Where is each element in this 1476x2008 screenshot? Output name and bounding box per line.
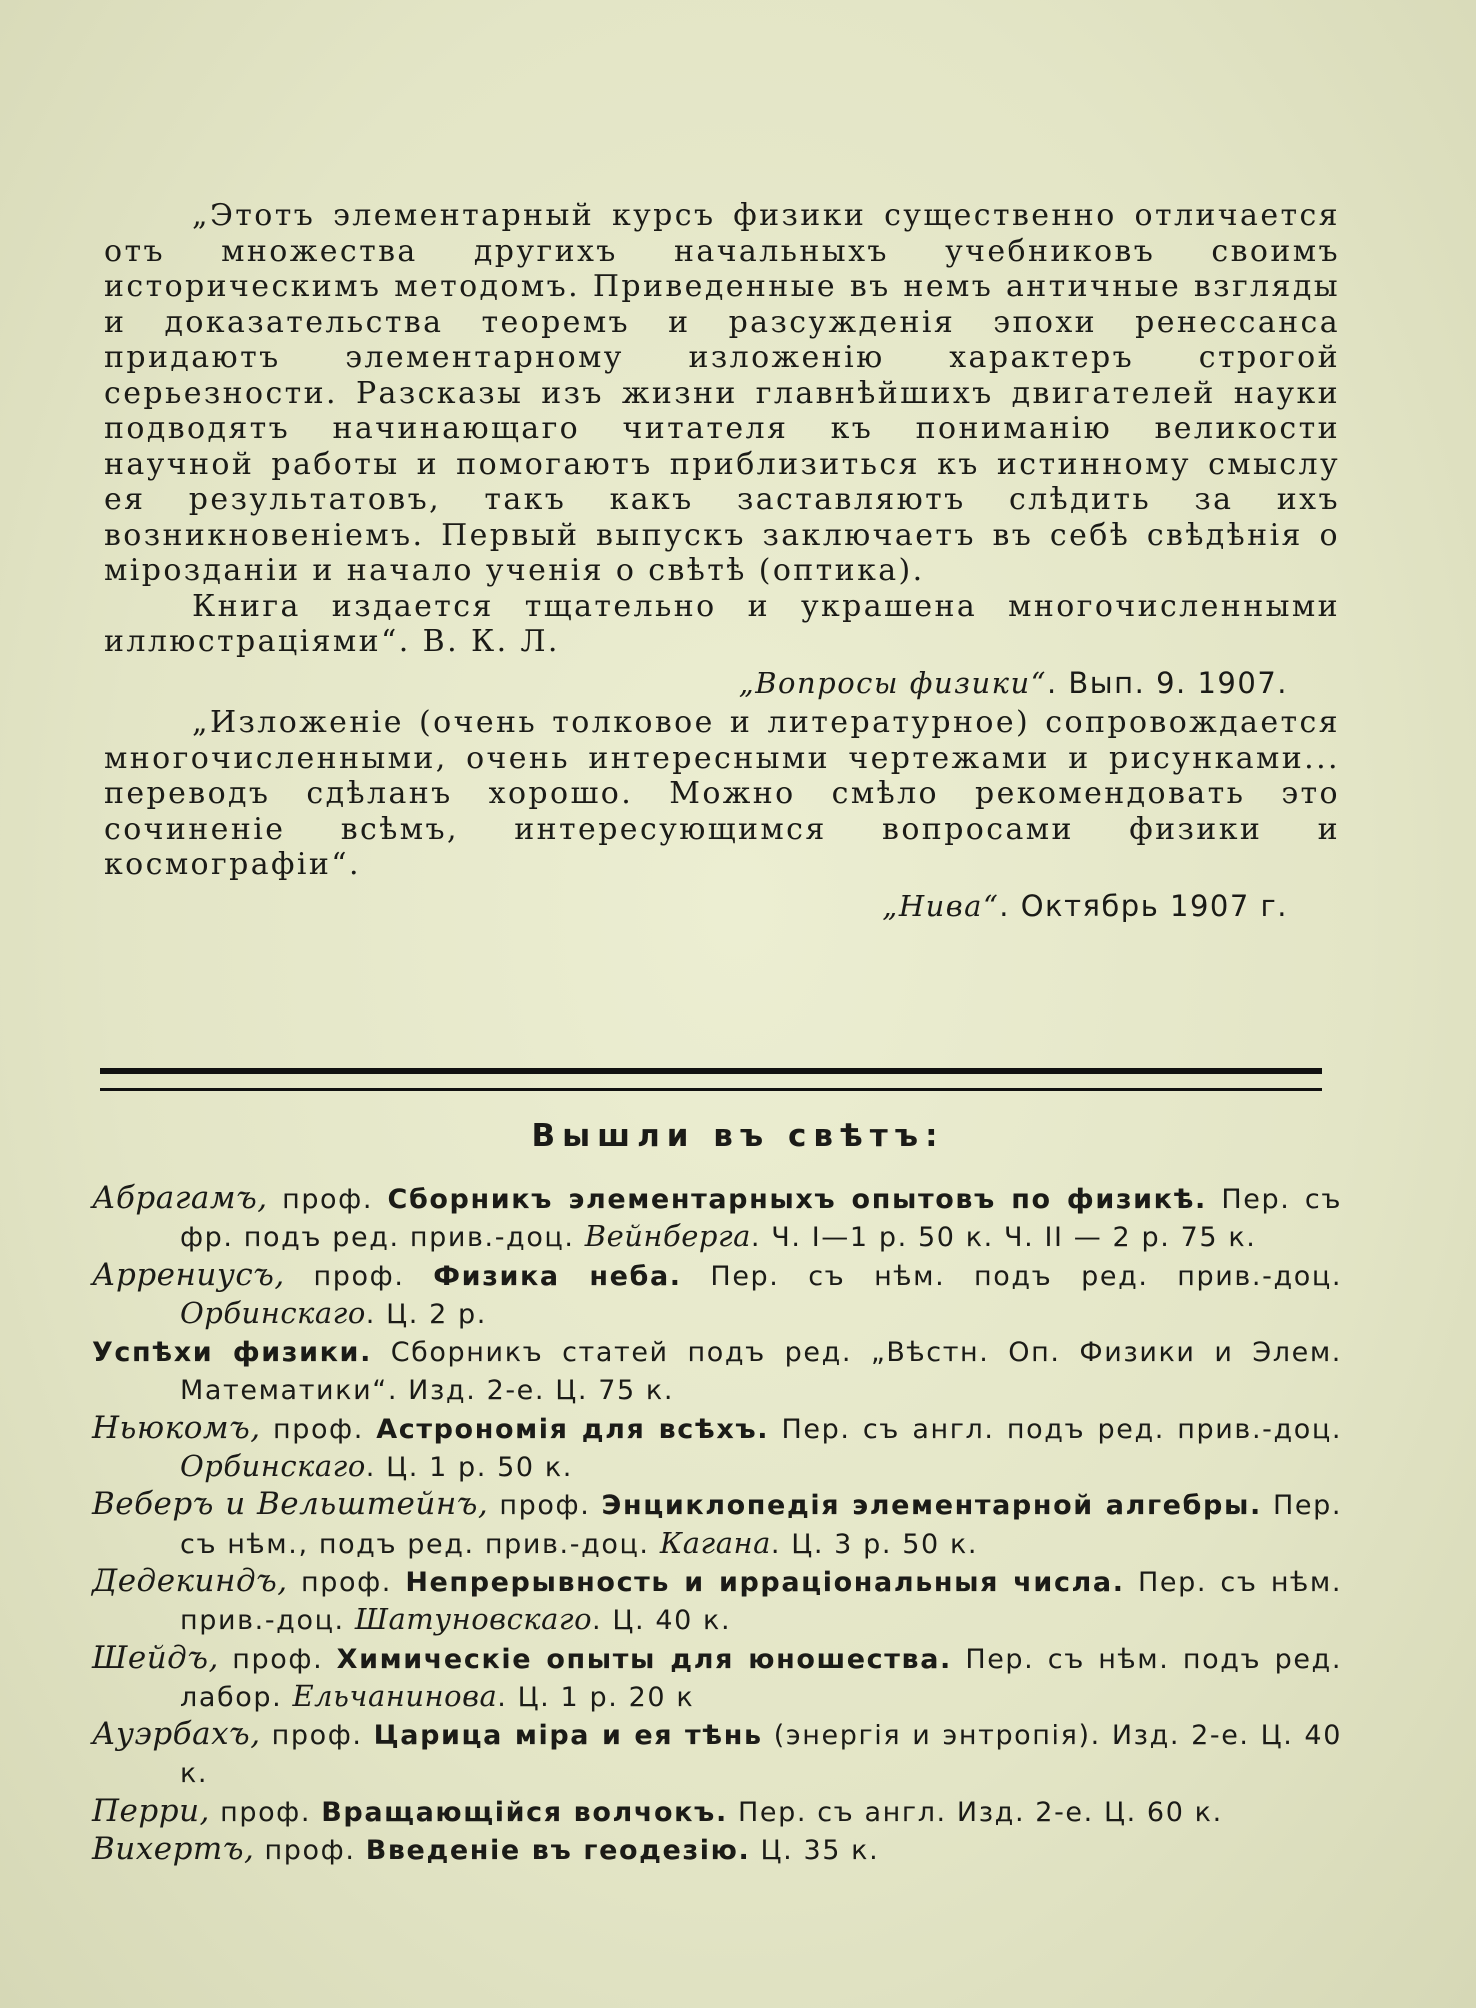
divider-thick	[100, 1068, 1322, 1074]
book-entry	[92, 1831, 1342, 1869]
book-entry	[92, 1793, 1342, 1831]
book-price: . Ц. 40 к.	[592, 1605, 732, 1637]
book-entry	[92, 1563, 1342, 1640]
book-details: Пер. съ нѣм. подъ ред. лабор.	[180, 1643, 1343, 1713]
review-paragraph: „Этотъ элементарный курсъ физики существенно отличается отъ множества другихъ начальныхъ учебниковъ своимъ историческимъ методомъ. Приведенные въ немъ античные взгляды и доказательства теоремъ и разсужденія эпохи ренессанса придаютъ элементарному изложенію характеръ строгой серьезности. Разсказы изъ жизни главнѣйшихъ двигателей науки подводятъ начинающаго читателя къ пониманію великости научной работы и помогаютъ приблизиться къ истинному смыслу ея результатовъ, такъ какъ заставляютъ слѣдить за ихъ возникновеніемъ. Первый выпускъ заключаетъ въ себѣ свѣдѣнія о мірозданіи и начало ученія о свѣтѣ (оптика).	[104, 198, 1340, 588]
book-entry	[92, 1640, 1342, 1717]
book-editor: Орбинскаго	[180, 1295, 366, 1330]
book-title: Непрерывность и ирраціональныя числа.	[405, 1566, 1125, 1598]
book-price: . Ч. I—1 р. 50 к. Ч. II — 2 р. 75 к.	[750, 1222, 1257, 1254]
book-author: Аррениусъ,	[92, 1256, 285, 1293]
book-price: . Ц. 1 р. 50 к.	[365, 1452, 573, 1484]
book-role: проф.	[209, 1796, 322, 1828]
book-entry	[92, 1257, 1342, 1334]
book-title: Энциклопедія элементарной алгебры.	[601, 1490, 1262, 1522]
book-details: Пер. съ нѣм., подъ ред. прив.-доц.	[180, 1490, 1342, 1560]
book-role: проф.	[254, 1835, 366, 1867]
book-editor: Кагана	[659, 1525, 771, 1560]
divider-thin	[100, 1088, 1322, 1091]
book-entry	[92, 1180, 1342, 1257]
book-author: Шейдъ,	[92, 1639, 219, 1676]
book-title: Введеніе въ геодезію.	[365, 1835, 751, 1867]
source-details: . Вып. 9. 1907.	[1046, 665, 1288, 700]
book-price: . Ц. 3 р. 50 к.	[770, 1528, 979, 1560]
book-title: Физика неба.	[433, 1260, 682, 1292]
book-details: Пер. съ англ. подъ ред. прив.-доц.	[769, 1413, 1343, 1445]
book-editor: Ельчанинова	[292, 1678, 498, 1713]
review-section	[104, 198, 1340, 928]
book-title: Успѣхи физики.	[92, 1337, 372, 1369]
book-role: проф.	[267, 1184, 388, 1215]
book-details: Пер. съ нѣм. прив.-доц.	[180, 1566, 1343, 1637]
book-title: Химическіе опыты для юношества.	[336, 1643, 952, 1675]
book-title: Царица міра и ея тѣнь	[373, 1720, 763, 1752]
book-entry	[92, 1486, 1342, 1563]
book-list	[92, 1180, 1342, 1869]
source-details: . Октябрь 1907 г.	[999, 888, 1288, 923]
book-price: . Ц. 1 р. 20 к	[497, 1681, 695, 1713]
book-editor: Орбинскаго	[180, 1449, 366, 1484]
review-source	[104, 666, 1340, 702]
book-author: Веберъ и Вельштейнъ,	[92, 1486, 489, 1523]
book-details: Сборникъ статей подъ ред. „Вѣстн. Оп. Физики и Элем. Математики“. Изд. 2-е. Ц. 75 к.	[180, 1337, 1342, 1407]
book-details: Пер. съ нѣм. подъ ред. прив.-доц.	[681, 1260, 1343, 1292]
book-role: проф.	[218, 1643, 337, 1675]
book-role: проф.	[287, 1566, 406, 1598]
book-price: . Ц. 2 р.	[365, 1298, 487, 1330]
book-role: проф.	[488, 1490, 602, 1522]
book-entry	[92, 1333, 1342, 1410]
source-title: „Вопросы физики“	[738, 665, 1047, 700]
book-entry	[92, 1716, 1342, 1793]
source-title: „Нива“	[882, 888, 1000, 923]
book-entry	[92, 1410, 1342, 1487]
book-editor: Вейнберга	[584, 1219, 751, 1254]
book-details: Пер. съ фр. подъ ред. прив.-доц.	[180, 1184, 1342, 1254]
book-author: Перри,	[92, 1792, 210, 1829]
section-heading: Вышли въ свѣтъ:	[531, 1118, 945, 1154]
book-role: проф.	[260, 1413, 377, 1445]
book-title: Сборникъ элементарныхъ опытовъ по физикѣ.	[387, 1184, 1207, 1215]
book-title: Астрономія для всѣхъ.	[376, 1413, 770, 1445]
book-details: Ц. 35 к.	[750, 1835, 880, 1867]
book-role: проф.	[260, 1720, 374, 1752]
book-editor: Шатуновскаго	[354, 1602, 593, 1637]
review-source	[104, 889, 1340, 925]
review-paragraph: Книга издается тщательно и украшена многочисленными иллюстраціями“. В. К. Л.	[104, 588, 1340, 659]
book-author: Ньюкомъ,	[92, 1409, 261, 1446]
book-details: Пер. съ англ. Изд. 2-е. Ц. 60 к.	[727, 1796, 1223, 1828]
book-role: проф.	[284, 1260, 434, 1292]
book-author: Абрагамъ,	[92, 1180, 268, 1216]
review-paragraph: „Изложеніе (очень толковое и литературное) сопровождается многочисленными, очень интересными чертежами и рисунками... переводъ сдѣланъ хорошо. Можно смѣло рекомендовать это сочиненіе всѣмъ, интересующимся вопросами физики и космографіи“.	[104, 705, 1340, 882]
book-details: (энергія и энтропія). Изд. 2-е. Ц. 40 к.	[180, 1720, 1342, 1790]
book-author: Ауэрбахъ,	[92, 1716, 261, 1753]
book-title: Вращающійся волчокъ.	[321, 1796, 728, 1828]
book-author: Вихертъ,	[92, 1831, 255, 1868]
book-author: Дедекиндъ,	[92, 1562, 288, 1599]
